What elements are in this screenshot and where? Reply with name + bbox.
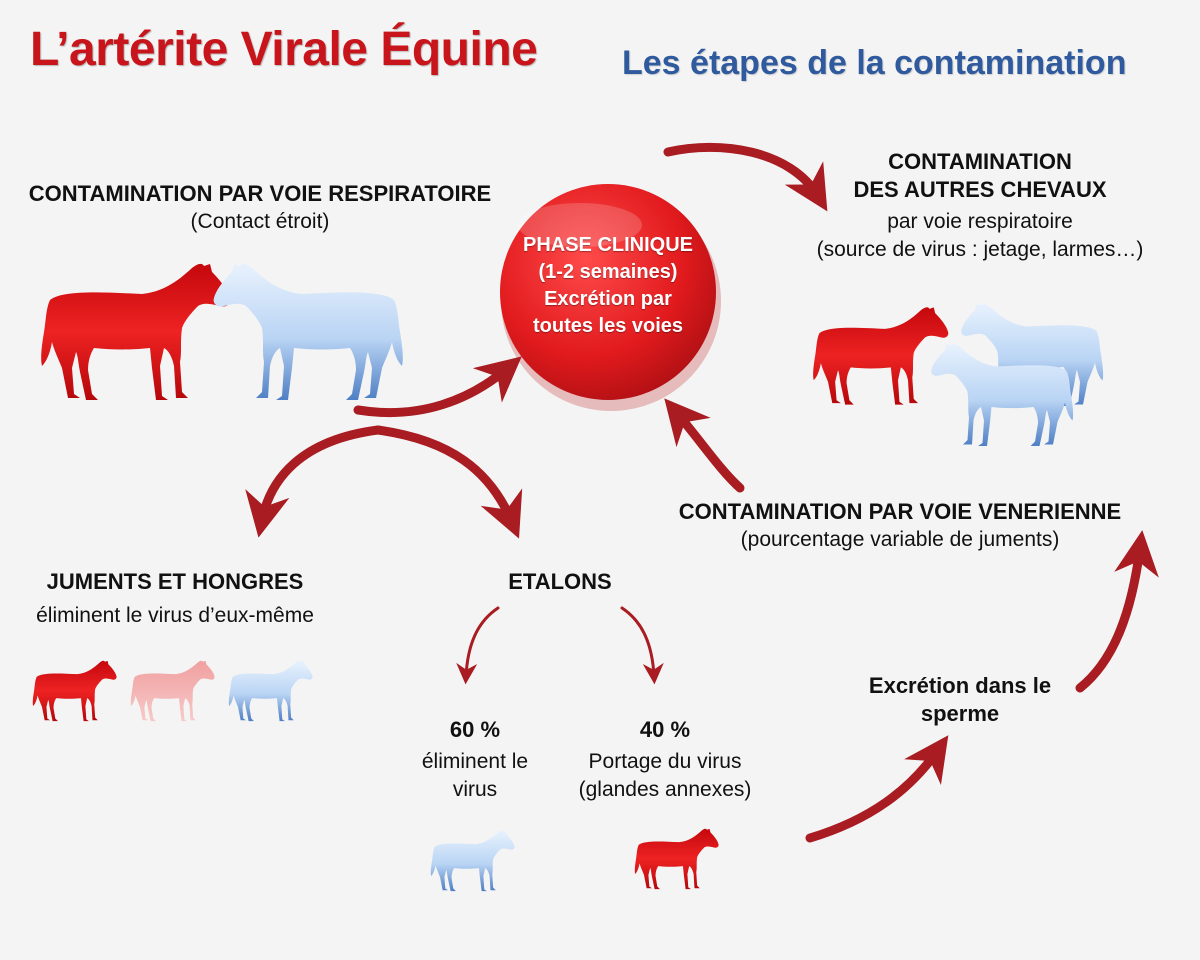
others-line-1: par voie respiratoire bbox=[887, 210, 1073, 233]
clinical-phase-text bbox=[508, 232, 708, 340]
arrow-to-mares bbox=[262, 430, 378, 520]
venereal-note: (pourcentage variable de juments) bbox=[740, 528, 1060, 551]
horse-red-infected bbox=[41, 264, 230, 400]
stallions-left-line-2: virus bbox=[452, 778, 498, 801]
others-heading-1: CONTAMINATION bbox=[888, 149, 1072, 174]
stallions-left-pct: 60 % bbox=[449, 717, 501, 742]
arrow-carrier-to-semen bbox=[810, 750, 938, 838]
clinical-line-2: (1-2 semaines) bbox=[538, 261, 678, 283]
clinical-line-4: toutes les voies bbox=[532, 315, 684, 337]
clinical-line-3: Excrétion par bbox=[544, 288, 672, 310]
horse-small-blue bbox=[229, 661, 313, 721]
arrow-to-60 bbox=[466, 608, 498, 676]
page-title: L’artérite Virale Équine bbox=[30, 23, 538, 76]
mares-note: éliminent le virus d’eux-même bbox=[36, 604, 314, 627]
arrow-to-stallions bbox=[378, 430, 512, 522]
stallions-left-line-1: éliminent le bbox=[421, 750, 529, 773]
arrow-semen-to-venereal bbox=[1080, 548, 1140, 688]
horse-red-source bbox=[813, 307, 948, 404]
page-subtitle: Les étapes de la contamination bbox=[622, 44, 1127, 82]
stallions-heading-box bbox=[470, 568, 650, 596]
others-line-2: (source de virus : jetage, larmes…) bbox=[816, 238, 1144, 261]
horse-blue-healthy bbox=[214, 264, 403, 400]
horse-stallion-cleared bbox=[431, 831, 515, 891]
stallions-right-pct: 40 % bbox=[639, 717, 691, 742]
mares-section bbox=[10, 568, 340, 630]
stallions-cleared bbox=[390, 716, 560, 804]
respiratory-section bbox=[10, 180, 510, 236]
mares-heading: JUMENTS ET HONGRES bbox=[46, 569, 304, 594]
respiratory-heading: CONTAMINATION PAR VOIE RESPIRATOIRE bbox=[28, 181, 492, 206]
venereal-section bbox=[660, 498, 1140, 554]
stallions-right-line-2: (glandes annexes) bbox=[578, 778, 752, 801]
arrow-to-40 bbox=[622, 608, 654, 676]
others-heading-2: DES AUTRES CHEVAUX bbox=[853, 177, 1107, 202]
horse-small-pink bbox=[131, 661, 215, 721]
clinical-line-1: PHASE CLINIQUE bbox=[522, 234, 694, 256]
semen-line-2: sperme bbox=[920, 701, 1000, 726]
arrow-venereal-to-clinic bbox=[676, 412, 740, 488]
semen-line-1: Excrétion dans le bbox=[868, 673, 1052, 698]
others-section bbox=[790, 148, 1170, 264]
stallions-carriers bbox=[560, 716, 770, 804]
horse-stallion-carrier bbox=[635, 829, 719, 889]
respiratory-note: (Contact étroit) bbox=[190, 210, 330, 233]
stallions-right-line-1: Portage du virus bbox=[588, 750, 742, 773]
venereal-heading: CONTAMINATION PAR VOIE VENERIENNE bbox=[678, 499, 1122, 524]
horse-small-red bbox=[33, 661, 117, 721]
semen-section bbox=[850, 672, 1070, 728]
stallions-heading: ETALONS bbox=[508, 569, 612, 594]
